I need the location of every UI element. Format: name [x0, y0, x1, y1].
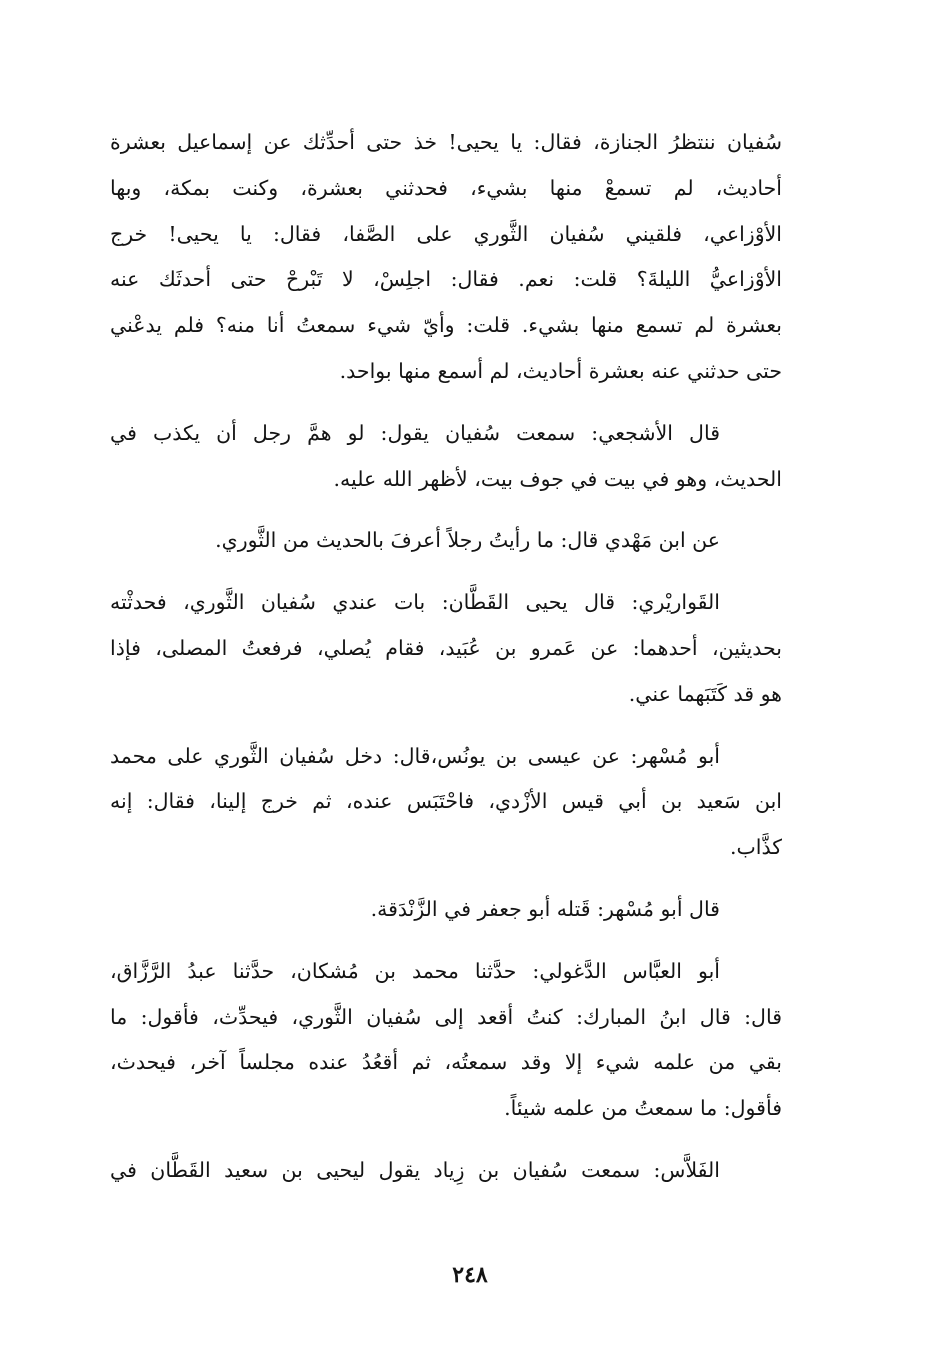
text-line: قال الأشجعي: سمعت سُفيان يقول: لو همَّ رجل أن يكذب في	[110, 420, 720, 445]
text-line: أبو العبَّاس الدَّغولي: حدَّثنا محمد بن مُشكان، حدَّثنا عبدُ الرَّزَّاق،	[110, 958, 720, 983]
paragraph	[110, 411, 782, 503]
text-line: عن ابن مَهْدي قال: ما رأيتُ رجلاً أعرفَ بالحديث من الثَّوري.	[215, 528, 720, 553]
page-number: ٢٤٨	[452, 1262, 488, 1288]
text-line: بحديثين، أحدهما: عن عَمرو بن عُبَيد، فقام يُصلي، فرفعتُ المصلى، فإذا	[110, 635, 782, 660]
body-text	[110, 120, 782, 1210]
text-line: هو قد كَتَبَهما عني.	[628, 681, 782, 706]
paragraph	[110, 518, 782, 564]
paragraph	[110, 120, 782, 395]
paragraph	[110, 887, 782, 933]
paragraph	[110, 949, 782, 1132]
paragraph	[110, 734, 782, 871]
text-line: حتى حدثني عنه بعشرة أحاديث، لم أسمع منها بواحد.	[339, 358, 782, 383]
text-line: بقي من علمه شيء إلا وقد سمعتُه، ثم أقعُدُ عنده مجلساً آخر، فيحدث،	[110, 1050, 782, 1075]
text-line: القَواريْري: قال يحيى القَطَّان: بات عندي سُفيان الثَّوري، فحدثْته	[110, 590, 720, 615]
text-line: الأوْزاعي، فلقيني سُفيان الثَّوري على الصَّفا، فقال: يا يحيى! خرج	[110, 221, 782, 246]
text-line: بعشرة لم تسمع منها بشيء. قلت: وأيّ شيء سمعتُ أنا منه؟ فلم يدعْني	[110, 313, 782, 338]
paragraph	[110, 580, 782, 717]
text-line: الحديث، وهو في بيت في جوف بيت، لأظهر الله عليه.	[333, 466, 782, 491]
text-line: قال أبو مُسْهر: قَتله أبو جعفر في الزَّنْدَقة.	[370, 896, 720, 921]
text-line: الفَلاَّس: سمعت سُفيان بن زِياد يقول ليحيى بن سعيد القَطَّان في	[110, 1157, 720, 1182]
text-line: كذَّاب.	[729, 835, 782, 860]
text-line: أبو مُسْهر: عن عيسى بن يونُس،قال: دخل سُفيان الثَّوري على محمد	[110, 743, 720, 768]
paragraph	[110, 1148, 782, 1194]
text-line: فأقول: ما سمعتُ من علمه شيئاً.	[504, 1096, 782, 1121]
text-line: ابن سَعيد بن أبي قيس الأزْدي، فاحْتَبَس عنده، ثم خرج إلينا، فقال: إنه	[110, 789, 782, 814]
text-line: أحاديث، لم تسمعْ منها بشيء، فحدثني بعشرة، وكنت بمكة، وبها	[110, 175, 782, 200]
text-line: سُفيان ننتظرُ الجنازة، فقال: يا يحيى! خذ حتى أحدِّثك عن إسماعيل بعشرة	[110, 130, 782, 154]
text-line: الأوْزاعيُّ الليلةَ؟ قلت: نعم. فقال: اجلِسْ، لا تَبْرحْ حتى أحدثَك عنه	[110, 267, 782, 292]
text-line: قال: قال ابنُ المبارك: كنتُ أقعد إلى سُفيان الثَّوري، فيحدِّث، فأقول: ما	[110, 1004, 782, 1029]
